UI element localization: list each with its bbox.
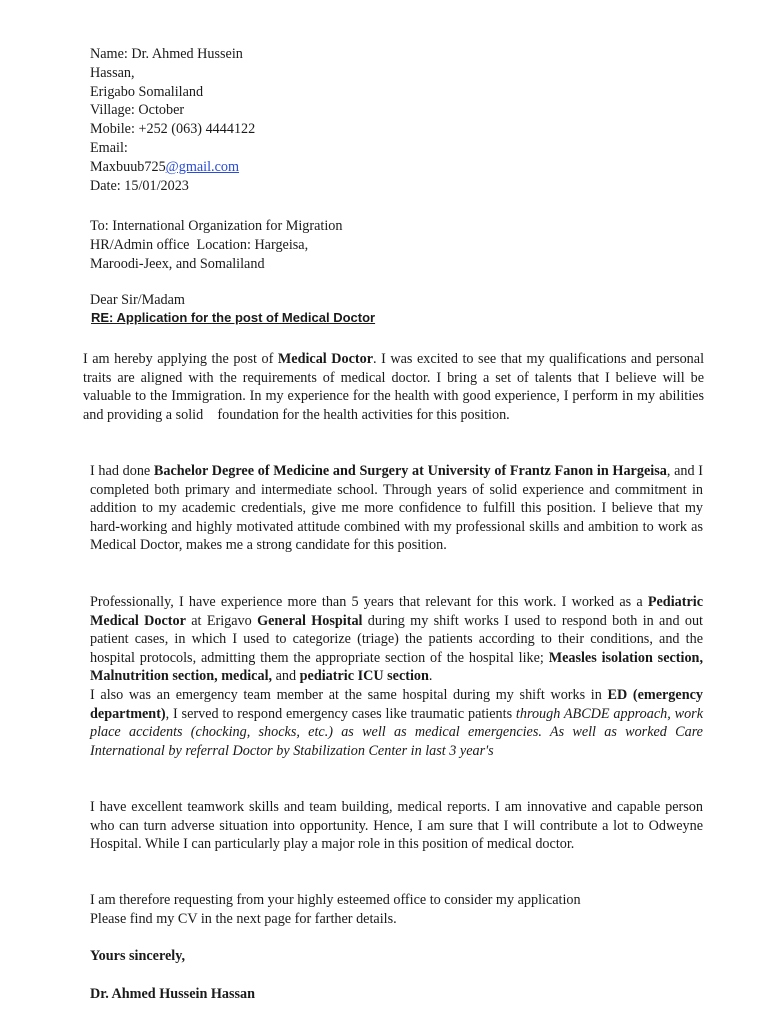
p1-bold-1: Medical Doctor	[277, 351, 374, 367]
paragraph-request	[90, 891, 703, 928]
p2-bold-1: Bachelor Degree of Medicine and Surgery at University of Frantz Fanon in Hargeisa	[153, 463, 667, 479]
sender-city: Erigabo Somaliland	[90, 83, 204, 100]
request-line-2: Please find my CV in the next page for farther details.	[90, 910, 397, 927]
salutation: Dear Sir/Madam	[90, 292, 185, 308]
recipient-block	[90, 217, 342, 273]
recipient-line-2: HR/Admin office Location: Hargeisa,	[90, 236, 309, 253]
email-link[interactable]: @gmail.com	[165, 158, 240, 175]
sender-mobile: Mobile: +252 (063) 4444122	[90, 121, 256, 138]
p4-bold-1: ED (emergency department)	[90, 687, 703, 722]
p2-text-2: , and I completed both primary and intermediate school. Through years of solid experience and commitment in addition to my academic credentials, give me more confidence to fulfill this position. I believe that my hard-working and highly motivated attitude combined with my professional skills and ambition to work as Medical Doctor, makes me a strong candidate for this position.	[90, 463, 703, 554]
closing: Yours sincerely,	[90, 948, 186, 964]
p4-text-1: I also was an emergency team member at the same hospital during my shift works in	[90, 687, 608, 703]
p3-bold-2: General Hospital	[257, 612, 363, 629]
recipient-line-1: To: International Organization for Migration	[90, 218, 343, 234]
p3-bold-3: Measles isolation section, Malnutrition section, medical,	[90, 649, 703, 685]
p3-bold-1: Pediatric Medical Doctor	[90, 594, 703, 629]
p3-text-3: during my shift works I used to respond both in and out patient cases, in which I used to categorize (triage) the patients according to their conditions, and the hospital protocols, admitting them the appropriate section of the hospital like;	[90, 612, 703, 666]
p2-text-1: I had done	[90, 463, 154, 479]
p4-text-2: , I served to respond emergency cases like traumatic patients	[165, 705, 516, 722]
sender-email-label: Email:	[90, 139, 128, 156]
sender-block	[90, 45, 255, 195]
sender-village: Village: October	[90, 102, 185, 119]
signature-name: Dr. Ahmed Hussein Hassan	[90, 986, 256, 1002]
email-user: Maxbuub725	[90, 158, 166, 175]
p3-text-4: and	[272, 668, 300, 685]
sender-name-cont: Hassan,	[90, 64, 135, 81]
p1-text-2: . I was excited to see that my qualifications and personal traits are aligned with the requirements of medical doctor. I bring a set of talents that I believe will be valuable to the Immigration. In my experience for the health with good experience, I perform in my abilities and providing a solid foundation for the health activities for this position.	[83, 351, 708, 423]
p3-text-2: at Erigavo	[185, 612, 258, 629]
subject-line: RE: Application for the post of Medical Doctor	[91, 310, 376, 325]
paragraph-emergency	[90, 686, 703, 760]
p4-italic-1: through ABCDE approach, work place accidents (chocking, shocks, etc.) as well as medical emergencies. As well as worked Care International by referral Doctor by Stabilization Center in last 3 year's	[90, 705, 703, 759]
letter-date: Date: 15/01/2023	[90, 177, 189, 194]
paragraph-education	[90, 462, 703, 555]
p1-text-1: I am hereby applying the post of	[83, 351, 278, 367]
paragraph-experience	[90, 593, 703, 686]
request-line-1: I am therefore requesting from your highly esteemed office to consider my application	[90, 892, 581, 908]
p3-bold-4: pediatric ICU section	[299, 668, 429, 685]
sender-name: Name: Dr. Ahmed Hussein	[90, 46, 243, 62]
recipient-line-3: Maroodi-Jeex, and Somaliland	[90, 255, 265, 272]
p3-text-1: Professionally, I have experience more than 5 years that relevant for this work. I worked as a	[90, 594, 648, 610]
p3-text-5: .	[428, 668, 433, 685]
paragraph-intro	[83, 350, 708, 424]
sender-email	[90, 158, 255, 177]
paragraph-skills: I have excellent teamwork skills and team building, medical reports. I am innovative and capable person who can turn adverse situation into opportunity. Hence, I am sure that I will contribute a lot to Odweyne Hospital. While I can particularly play a major role in this position of medical doctor.	[90, 799, 703, 853]
